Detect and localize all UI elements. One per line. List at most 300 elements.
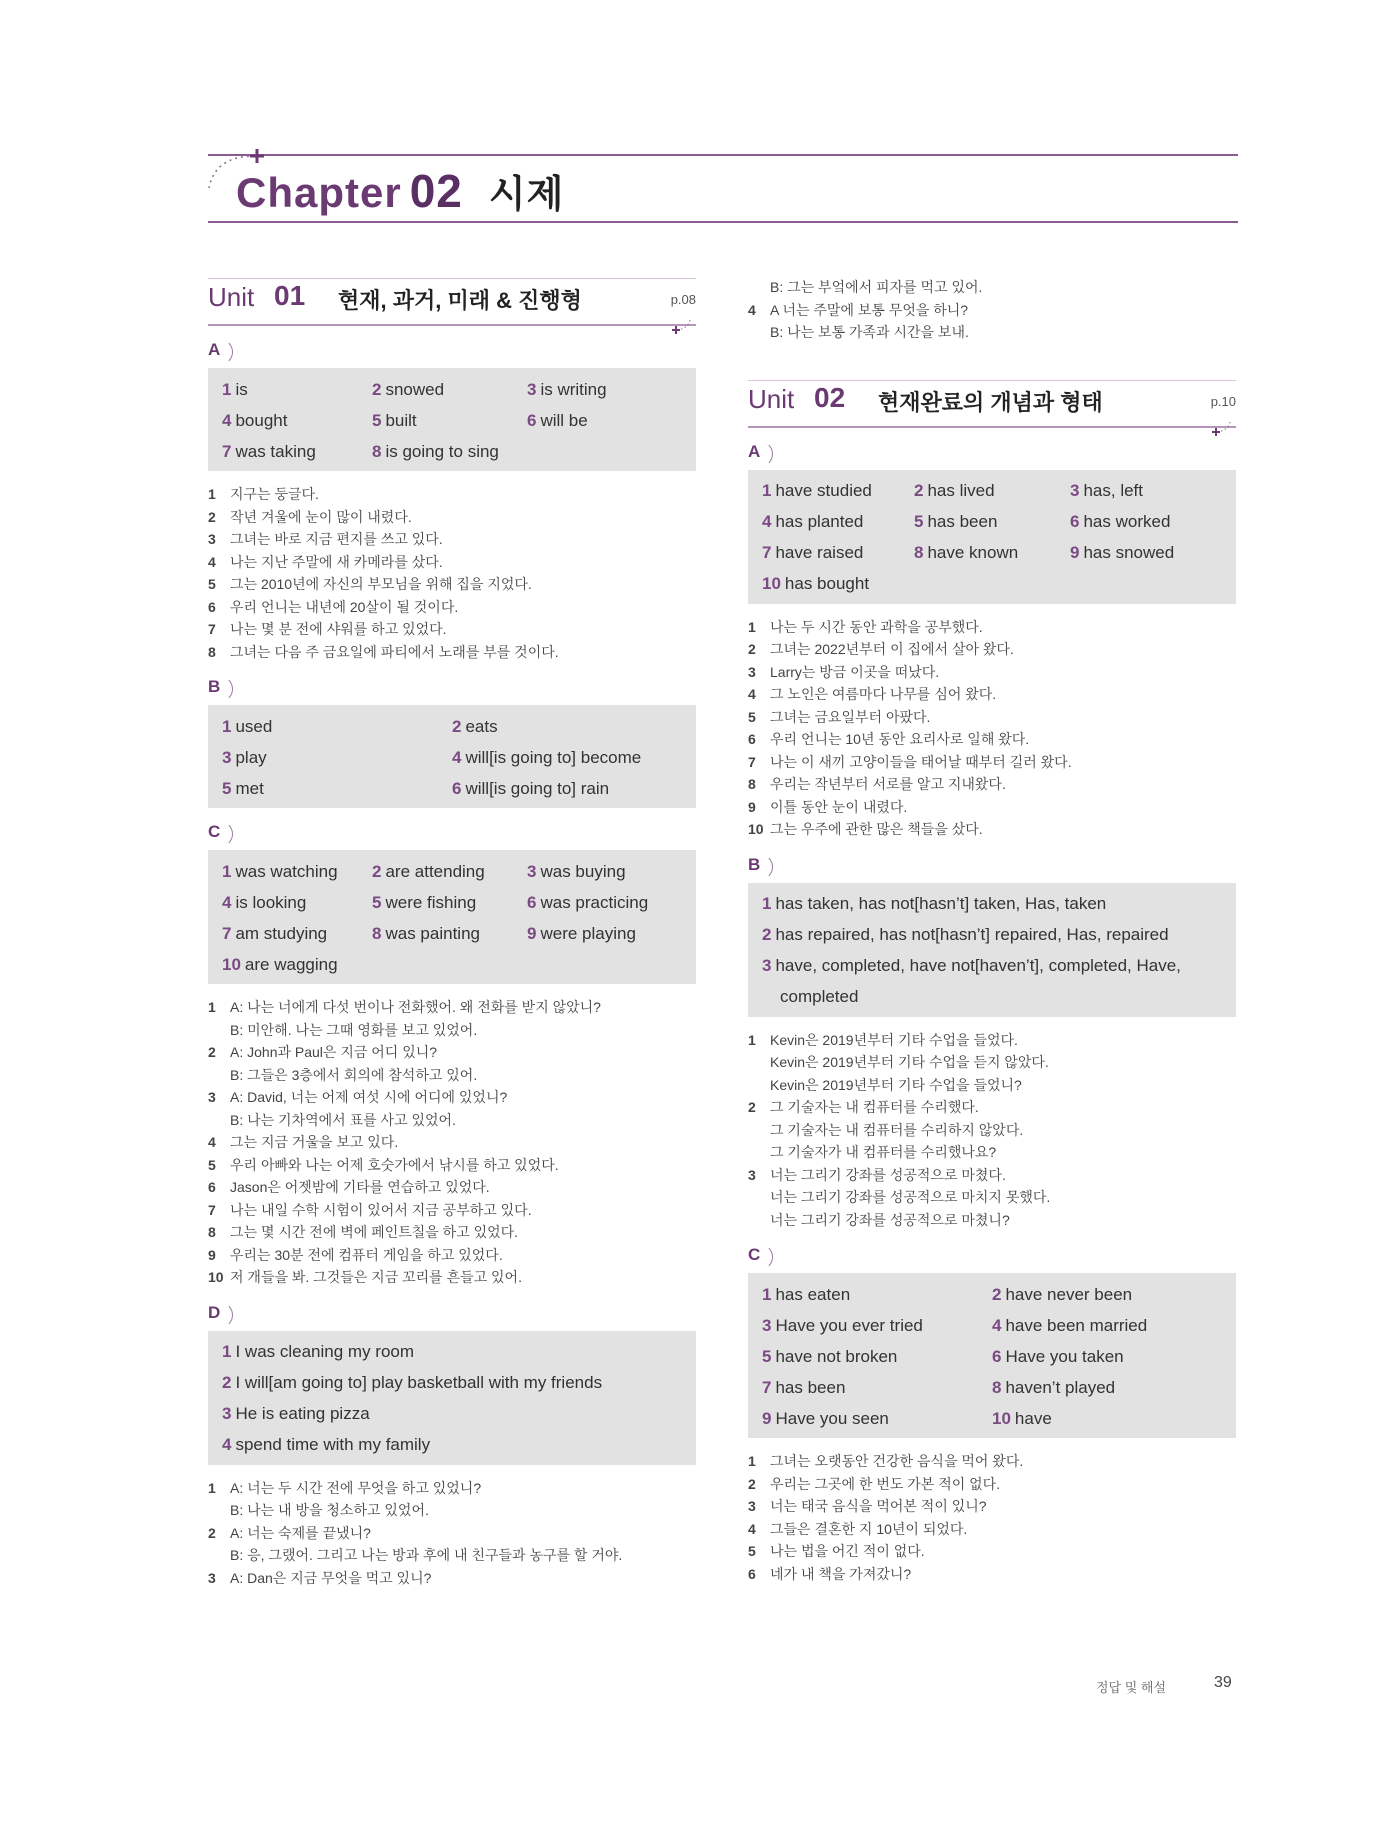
answer-item — [762, 1316, 923, 1336]
translation-line — [208, 1221, 696, 1244]
unit-01-header — [208, 280, 696, 326]
unit-decoration-icon — [1210, 422, 1232, 436]
item-text: 너는 그리기 강좌를 성공적으로 마쳤니? — [770, 1211, 1010, 1228]
item-text: A: 너는 숙제를 끝냈니? — [230, 1524, 371, 1541]
answer-item — [762, 543, 863, 563]
item-number: 1 — [748, 1031, 756, 1048]
section-a — [208, 340, 696, 663]
section-letter: B — [208, 677, 221, 696]
answer-number: 2 — [222, 1373, 232, 1392]
item-text: B: 나는 보통 가족과 시간을 보내. — [770, 324, 969, 340]
section-letter: A — [208, 340, 221, 359]
translation-line — [748, 276, 1236, 299]
answer-number: 2 — [914, 481, 924, 500]
answer-row — [222, 374, 682, 405]
item-text: 네가 내 책을 가져갔니? — [770, 1565, 912, 1582]
translation-line — [208, 528, 696, 551]
translation-line — [208, 1199, 696, 1222]
answer-number: 4 — [992, 1315, 1002, 1335]
unit-number: 02 — [814, 381, 846, 413]
item-number: 6 — [208, 598, 216, 615]
answer-number: 1 — [222, 1342, 232, 1361]
item-number: 4 — [748, 686, 756, 702]
answer-text: has planted — [775, 512, 864, 531]
item-text: 그는 지금 거울을 보고 있다. — [230, 1134, 399, 1150]
answer-box — [208, 850, 696, 984]
answer-item — [527, 924, 636, 944]
section-arc-icon — [210, 821, 233, 847]
item-text: 그들은 결혼한 지 10년이 되었다. — [770, 1520, 968, 1537]
translation-line — [748, 1051, 1236, 1074]
translation-line — [208, 596, 696, 619]
answer-row — [222, 887, 682, 918]
item-number: 2 — [208, 1524, 216, 1541]
answer-item — [372, 442, 499, 462]
translation-line — [208, 1176, 696, 1199]
answer-number: 5 — [762, 1346, 772, 1366]
translation-line — [748, 706, 1236, 729]
answer-number: 1 — [222, 716, 232, 736]
answer-text: are attending — [385, 861, 485, 881]
section-b — [208, 677, 696, 808]
translation-line — [748, 1074, 1236, 1097]
answer-item — [222, 1373, 602, 1393]
translation-list — [208, 996, 696, 1289]
answer-row — [222, 949, 682, 980]
answer-number: 4 — [222, 1435, 232, 1454]
answer-item — [372, 862, 485, 882]
answer-number: 1 — [222, 861, 232, 881]
item-number: 3 — [748, 1166, 756, 1183]
item-number: 3 — [208, 1569, 216, 1586]
answer-text: was buying — [540, 861, 626, 881]
section-a — [748, 442, 1236, 841]
item-text: 그녀는 다음 주 금요일에 파티에서 노래를 부를 것이다. — [230, 643, 559, 660]
answer-item — [992, 1378, 1115, 1398]
item-number: 3 — [208, 531, 216, 547]
answer-box — [748, 883, 1236, 1017]
translation-line — [208, 641, 696, 664]
translation-line — [208, 1109, 696, 1132]
answer-text: built — [385, 410, 417, 430]
answer-row — [762, 920, 1222, 951]
chapter-label: Chapter — [236, 169, 402, 216]
item-number: 2 — [748, 641, 756, 657]
translation-line — [748, 683, 1236, 706]
translation-line — [208, 1522, 696, 1545]
answer-text: has snowed — [1083, 543, 1175, 562]
item-number: 7 — [208, 621, 216, 637]
answer-number: 4 — [762, 512, 772, 531]
item-number: 5 — [748, 1543, 756, 1559]
answer-text: Have you taken — [1005, 1346, 1124, 1366]
translation-list — [748, 1450, 1236, 1585]
item-number: 8 — [748, 776, 756, 792]
answer-number: 1 — [762, 481, 772, 500]
item-number: 7 — [748, 753, 756, 770]
item-text: 나는 몇 분 전에 샤워를 하고 있었다. — [230, 621, 447, 637]
answer-text: have — [1014, 1408, 1052, 1428]
answer-item — [527, 411, 588, 431]
answer-text: spend time with my family — [235, 1435, 431, 1454]
item-number: 4 — [748, 301, 756, 318]
answer-row — [762, 1341, 1222, 1372]
answer-number: 3 — [222, 747, 232, 767]
answer-text: haven’t played — [1005, 1377, 1116, 1397]
answer-text: have been married — [1005, 1315, 1148, 1335]
item-text: 그녀는 바로 지금 편지를 쓰고 있다. — [230, 531, 443, 547]
item-number: 1 — [208, 1479, 216, 1496]
answer-row — [762, 1310, 1222, 1341]
translation-line — [748, 1186, 1236, 1209]
item-text: 그 기술자는 내 컴퓨터를 수리하지 않았다. — [770, 1121, 1024, 1138]
answer-item — [527, 380, 607, 400]
translation-list — [208, 483, 696, 663]
translation-line — [208, 1567, 696, 1590]
item-number: 8 — [208, 643, 216, 660]
answer-number: 2 — [372, 861, 382, 881]
chapter-title — [236, 163, 564, 218]
answer-text: will be — [540, 410, 588, 430]
answer-box — [748, 470, 1236, 604]
answer-row — [762, 1372, 1222, 1403]
answer-row — [222, 711, 682, 742]
answer-text: has repaired, has not[hasn’t] repaired, Has, repaired — [775, 925, 1169, 944]
answer-row — [762, 538, 1222, 569]
translation-line — [748, 1473, 1236, 1496]
answer-number: 6 — [1070, 512, 1080, 531]
translation-line — [748, 638, 1236, 661]
answer-item — [372, 380, 444, 400]
translation-line — [748, 773, 1236, 796]
item-number: 6 — [748, 1565, 756, 1582]
chapter-korean-title: 시제 — [488, 174, 565, 216]
item-number: 9 — [748, 798, 756, 815]
item-number: 2 — [208, 508, 216, 525]
answer-item — [914, 512, 997, 532]
item-number: 3 — [748, 1498, 756, 1514]
answer-text: play — [235, 747, 267, 767]
answer-text: I will[am going to] play basketball with my friends — [235, 1373, 603, 1392]
translation-line — [748, 1563, 1236, 1586]
item-text: A: David, 너는 어제 여섯 시에 어디에 있었니? — [230, 1089, 508, 1105]
answer-box — [748, 1273, 1236, 1438]
item-text: 그녀는 2022년부터 이 집에서 살아 왔다. — [770, 641, 1014, 657]
answer-number: 3 — [527, 861, 537, 881]
answer-box — [208, 368, 696, 471]
answer-text: will[is going to] become — [465, 747, 642, 767]
answer-text: has been — [927, 512, 998, 531]
translation-line — [748, 1096, 1236, 1119]
item-number: 2 — [208, 1044, 216, 1060]
answer-text: have known — [927, 543, 1019, 562]
answer-number: 3 — [1070, 481, 1080, 500]
translation-line — [208, 573, 696, 596]
answer-text: is — [235, 379, 248, 399]
answer-item — [222, 1404, 370, 1424]
answer-item — [372, 924, 480, 944]
item-number: 1 — [748, 1453, 756, 1469]
unit-title: 현재완료의 개념과 형태 — [878, 389, 1103, 415]
answer-row — [762, 507, 1222, 538]
item-text: B: 응, 그랬어. 그리고 나는 방과 후에 내 친구들과 농구를 할 거야. — [230, 1547, 623, 1563]
answer-item — [222, 1342, 414, 1362]
unit-title: 현재, 과거, 미래 & 진행형 — [338, 288, 582, 313]
answer-item — [992, 1316, 1147, 1336]
item-text: Jason은 어젯밤에 기타를 연습하고 있었다. — [230, 1179, 490, 1195]
unit-page-ref: p.08 — [670, 292, 696, 307]
item-text: B: 미안해. 나는 그때 영화를 보고 있었어. — [230, 1021, 478, 1038]
section-letter: C — [748, 1245, 761, 1264]
answer-row — [222, 1430, 682, 1461]
answer-number: 6 — [452, 778, 462, 798]
item-text: 우리는 30분 전에 컴퓨터 게임을 하고 있었다. — [230, 1246, 503, 1263]
answer-row — [222, 1399, 682, 1430]
left-column — [208, 280, 696, 1589]
answer-number: 10 — [762, 574, 781, 593]
section-letter-badge — [748, 442, 770, 464]
item-text: 너는 태국 음식을 먹어본 적이 있니? — [770, 1498, 987, 1514]
item-number: 2 — [748, 1099, 756, 1115]
answer-item — [762, 894, 1106, 914]
translation-line — [208, 1086, 696, 1109]
answer-item — [222, 924, 327, 944]
item-number: 9 — [208, 1246, 216, 1263]
item-number: 1 — [748, 618, 756, 635]
answer-number: 6 — [527, 892, 537, 912]
answer-number: 5 — [914, 512, 924, 531]
item-text: A: Dan은 지금 무엇을 먹고 있니? — [230, 1569, 432, 1586]
item-text: 그 기술자가 내 컴퓨터를 수리했나요? — [770, 1144, 997, 1160]
answer-item — [222, 955, 338, 975]
section-c — [748, 1245, 1236, 1585]
item-text: 너는 그리기 강좌를 성공적으로 마치지 못했다. — [770, 1189, 1051, 1205]
answer-row — [762, 1403, 1222, 1434]
answer-text: Have you seen — [775, 1408, 889, 1428]
answer-text: have not broken — [775, 1346, 898, 1366]
answer-text: is looking — [235, 892, 307, 912]
item-number: 10 — [208, 1269, 224, 1285]
answer-row — [222, 773, 682, 804]
answer-row — [222, 436, 682, 467]
answer-row — [222, 405, 682, 436]
answer-number: 5 — [372, 410, 382, 430]
answer-text: has taken, has not[hasn’t] taken, Has, taken — [775, 894, 1107, 913]
answer-number: 3 — [222, 1404, 232, 1423]
translation-line — [748, 1164, 1236, 1187]
answer-row — [762, 951, 1222, 982]
item-text: Kevin은 2019년부터 기타 수업을 들었니? — [770, 1076, 1022, 1093]
translation-line — [208, 618, 696, 641]
item-text: 이틀 동안 눈이 내렸다. — [770, 798, 908, 815]
translation-line — [748, 1450, 1236, 1473]
answer-number: 5 — [372, 892, 382, 912]
answer-text: is writing — [540, 379, 607, 399]
translation-line — [208, 1266, 696, 1289]
answer-item — [762, 1347, 897, 1367]
answer-item — [762, 1409, 889, 1429]
answer-box — [208, 705, 696, 808]
answer-item — [992, 1285, 1132, 1305]
footer-title: 정답 및 해설 — [1096, 1680, 1167, 1695]
answer-number: 1 — [762, 894, 772, 913]
answer-item — [992, 1409, 1052, 1429]
item-number: 3 — [748, 663, 756, 680]
section-letter-badge — [208, 822, 230, 844]
answer-text: has eaten — [775, 1284, 851, 1304]
answer-number: 8 — [992, 1377, 1002, 1397]
item-text: A 너는 주말에 보통 무엇을 하니? — [770, 301, 969, 318]
answer-text: eats — [465, 716, 498, 736]
answer-number: 6 — [527, 410, 537, 430]
item-text: 작년 겨울에 눈이 많이 내렸다. — [230, 508, 412, 525]
section-b — [748, 855, 1236, 1232]
answer-number: 10 — [992, 1408, 1011, 1428]
item-number: 3 — [208, 1089, 216, 1105]
answer-item — [222, 380, 248, 400]
translation-line — [208, 1477, 696, 1500]
answer-item — [1070, 481, 1143, 501]
chapter-number: 02 — [409, 165, 463, 217]
translation-line — [748, 1119, 1236, 1142]
section-c — [208, 822, 696, 1289]
answer-text: was watching — [235, 861, 338, 881]
section-arc-icon — [750, 854, 773, 880]
continued-translations — [748, 276, 1236, 344]
answer-number: 7 — [222, 923, 232, 943]
answer-item — [527, 893, 648, 913]
answer-row — [762, 569, 1222, 600]
translation-line — [208, 1544, 696, 1567]
answer-item — [762, 956, 1181, 976]
item-text: 너는 그리기 강좌를 성공적으로 마쳤다. — [770, 1166, 1006, 1183]
answer-item — [776, 987, 858, 1007]
section-arc-icon — [750, 1244, 773, 1270]
answer-box — [208, 1331, 696, 1465]
answer-text: is going to sing — [385, 441, 499, 461]
translation-line — [748, 616, 1236, 639]
answer-text: used — [235, 716, 273, 736]
item-text: 우리 언니는 내년에 20살이 될 것이다. — [230, 598, 459, 615]
answer-item — [222, 442, 316, 462]
translation-line — [748, 1029, 1236, 1052]
answer-text: has lived — [927, 481, 995, 500]
item-text: A: 나는 너에게 다섯 번이나 전화했어. 왜 전화를 받지 않았니? — [230, 999, 601, 1015]
item-number: 7 — [208, 1201, 216, 1218]
answer-item — [222, 411, 287, 431]
unit-label: Unit — [208, 282, 255, 312]
answer-text: am studying — [235, 923, 328, 943]
answer-text: met — [235, 778, 264, 798]
item-text: 그는 2010년에 자신의 부모님을 위해 집을 지었다. — [230, 576, 532, 592]
answer-row — [762, 889, 1222, 920]
answer-text: have studied — [775, 481, 872, 500]
item-number: 8 — [208, 1224, 216, 1240]
translation-line — [748, 728, 1236, 751]
answer-number: 6 — [992, 1346, 1002, 1366]
answer-number: 8 — [372, 923, 382, 943]
answer-text: He is eating pizza — [235, 1404, 370, 1423]
section-letter-badge — [748, 855, 770, 877]
answer-number: 1 — [762, 1284, 772, 1304]
answer-text: have, completed, have not[haven’t], completed, Have, — [775, 956, 1181, 975]
answer-item — [1070, 543, 1174, 563]
item-text: B: 나는 기차역에서 표를 사고 있었어. — [230, 1111, 456, 1128]
answer-number: 9 — [1070, 543, 1080, 562]
item-text: 그녀는 오랫동안 건강한 음식을 먹어 왔다. — [770, 1453, 1024, 1469]
translation-line — [748, 796, 1236, 819]
answer-item — [222, 862, 338, 882]
answer-row — [222, 856, 682, 887]
answer-text: are wagging — [244, 954, 338, 974]
section-letter-badge — [748, 1245, 770, 1267]
answer-row — [762, 476, 1222, 507]
answer-row — [762, 1279, 1222, 1310]
item-text: 나는 법을 어긴 적이 없다. — [770, 1543, 925, 1559]
unit-number: 01 — [274, 280, 306, 311]
answer-row — [222, 1337, 682, 1368]
answer-number: 3 — [762, 956, 772, 975]
item-text: B: 그들은 3층에서 회의에 참석하고 있어. — [230, 1066, 478, 1083]
item-number: 6 — [208, 1179, 216, 1195]
item-text: 나는 이 새끼 고양이들을 태어날 때부터 길러 왔다. — [770, 753, 1072, 770]
item-text: 우리 언니는 10년 동안 요리사로 일해 왔다. — [770, 731, 1030, 747]
answer-number: 7 — [222, 441, 232, 461]
translation-line — [748, 818, 1236, 841]
item-text: 우리는 그곳에 한 번도 가본 적이 없다. — [770, 1475, 1001, 1492]
translation-line — [208, 1244, 696, 1267]
answer-item — [762, 925, 1169, 945]
section-arc-icon — [750, 441, 773, 467]
answer-text: was practicing — [540, 892, 649, 912]
section-letter: D — [208, 1302, 221, 1322]
answer-item — [452, 748, 641, 768]
item-text: 나는 두 시간 동안 과학을 공부했다. — [770, 618, 983, 635]
unit-decoration-icon — [670, 320, 692, 334]
section-letter: B — [748, 854, 761, 874]
item-number: 4 — [208, 553, 216, 570]
answer-text: were fishing — [385, 892, 477, 912]
answer-item — [762, 481, 872, 501]
unit-02-header — [748, 382, 1236, 428]
answer-number: 4 — [452, 747, 462, 767]
chapter-bottom-rule — [208, 221, 1238, 223]
answer-item — [914, 481, 995, 501]
section-arc-icon — [210, 339, 233, 365]
answer-text: have never been — [1005, 1284, 1133, 1304]
answer-item — [914, 543, 1018, 563]
item-text: B: 나는 내 방을 청소하고 있었어. — [230, 1502, 429, 1518]
answer-number: 2 — [992, 1284, 1002, 1304]
answer-item — [452, 779, 609, 799]
answer-text: has been — [775, 1377, 846, 1397]
translation-line — [748, 299, 1236, 322]
translation-line — [748, 1540, 1236, 1563]
answer-item — [527, 862, 626, 882]
section-letter: C — [208, 822, 221, 841]
answer-text: Have you ever tried — [775, 1315, 923, 1335]
translation-line — [208, 1064, 696, 1087]
answer-number: 7 — [762, 543, 772, 562]
section-letter-badge — [208, 677, 230, 699]
answer-number: 9 — [527, 923, 537, 943]
section-d — [208, 1303, 696, 1590]
section-arc-icon — [210, 676, 233, 702]
translation-line — [208, 1041, 696, 1064]
section-letter-badge — [208, 340, 230, 362]
chapter-top-rule — [208, 154, 1238, 156]
answer-item — [222, 748, 267, 768]
